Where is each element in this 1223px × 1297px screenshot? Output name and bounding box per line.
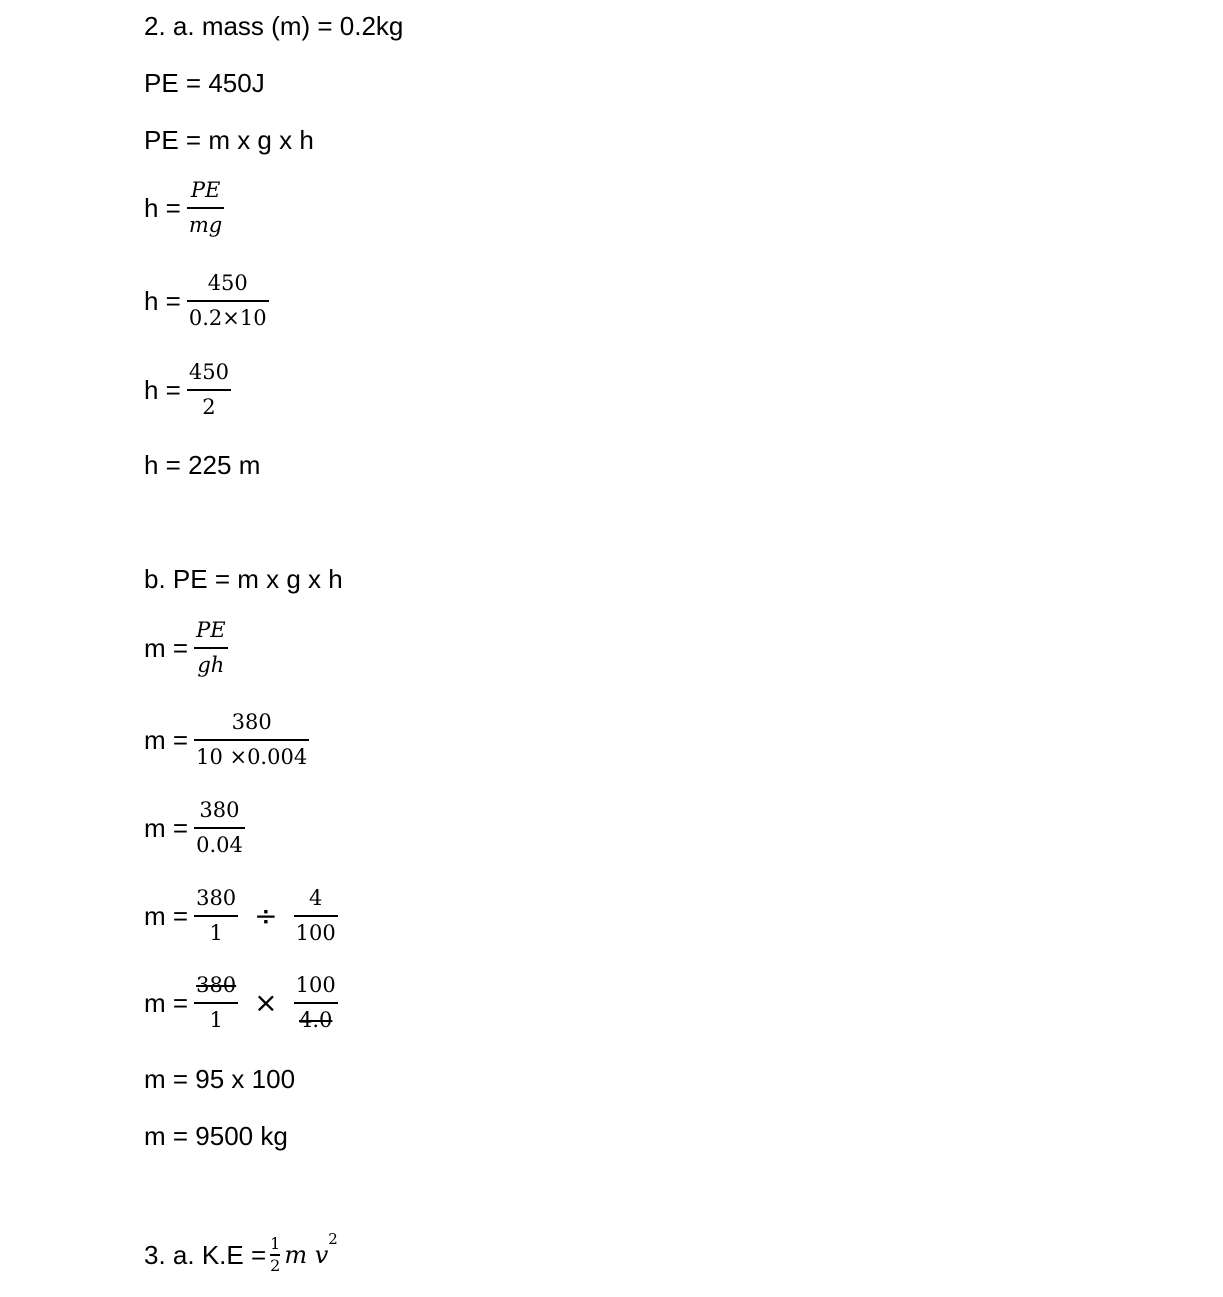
m-prefix: m = (144, 988, 189, 1018)
fraction-denominator: 0.04 (196, 833, 243, 857)
fraction-numerator: 380 (199, 798, 240, 822)
division-sign: ÷ (254, 899, 278, 932)
q2b-pe-formula-line: b. PE = m x g x h (144, 564, 343, 594)
fraction-numerator-cancelled: 380 (196, 973, 237, 997)
fraction-numerator: 450 (207, 271, 248, 295)
fraction-numerator: 380 (196, 886, 237, 910)
m-prefix: m = (144, 633, 189, 663)
q2b-m-multiplication (144, 975, 338, 1031)
fraction-pe-over-gh (194, 620, 227, 676)
q2a-h-formula (144, 180, 224, 236)
q2a-mass-line: 2. a. mass (m) = 0.2kg (144, 11, 404, 41)
q2b-m-simplified (144, 800, 245, 856)
multiplication-sign: × (254, 986, 278, 1019)
q2b-step: m = 95 x 100 (144, 1064, 296, 1094)
fraction-numerator: 450 (188, 360, 229, 384)
m-prefix: m = (144, 813, 189, 843)
fraction-one-half (270, 1236, 280, 1274)
fraction-denominator: 10 ×0.004 (196, 745, 308, 769)
fraction-4-over-100 (294, 888, 338, 944)
fraction-pe-over-mg (187, 180, 224, 236)
fraction-380-over-product (194, 712, 309, 768)
fraction-380-over-1 (194, 888, 238, 944)
ke-prefix: 3. a. K.E = (144, 1239, 267, 1270)
q3a-ke-formula (144, 1230, 338, 1275)
fraction-denominator: 1 (209, 1008, 223, 1032)
q2a-pe-formula-line: PE = m x g x h (144, 125, 314, 155)
q2a-result: h = 225 m (144, 450, 261, 480)
fraction-numerator: 100 (295, 973, 336, 997)
fraction-numerator: 1 (270, 1234, 281, 1253)
fraction-denominator: gh (197, 653, 225, 677)
fraction-450-over-product (187, 273, 269, 329)
h-prefix: h = (144, 193, 181, 223)
fraction-100-over-4-cancelled (294, 975, 338, 1031)
fraction-450-over-2 (187, 362, 231, 418)
fraction-380-over-1-cancelled (194, 975, 238, 1031)
h-prefix: h = (144, 286, 181, 316)
fraction-denominator: 100 (295, 921, 336, 945)
fraction-numerator: PE (190, 178, 221, 202)
fraction-numerator: 380 (231, 710, 272, 734)
fraction-numerator: 4 (309, 886, 323, 910)
q2b-m-substitution (144, 712, 309, 768)
m-prefix: m = (144, 901, 189, 931)
q2a-pe-given-line: PE = 450J (144, 68, 265, 98)
q2b-result: m = 9500 kg (144, 1121, 288, 1151)
mass-velocity-term: m v (284, 1240, 329, 1269)
q2b-m-division (144, 888, 338, 944)
velocity-exponent: 2 (328, 1230, 338, 1248)
fraction-denominator: 0.2×10 (188, 306, 267, 330)
fraction-denominator: 2 (270, 1255, 281, 1275)
fraction-denominator-cancelled: 4.0 (298, 1008, 333, 1032)
q2a-h-substitution (144, 273, 269, 329)
q2a-h-simplified (144, 362, 231, 418)
fraction-numerator: PE (196, 618, 226, 642)
q2b-m-formula (144, 620, 228, 676)
fraction-denominator: 1 (209, 921, 223, 945)
fraction-denominator: 2 (202, 395, 216, 419)
fraction-denominator: mg (188, 213, 223, 237)
m-prefix: m = (144, 725, 189, 755)
h-prefix: h = (144, 375, 181, 405)
fraction-380-over-0.04 (194, 800, 245, 856)
